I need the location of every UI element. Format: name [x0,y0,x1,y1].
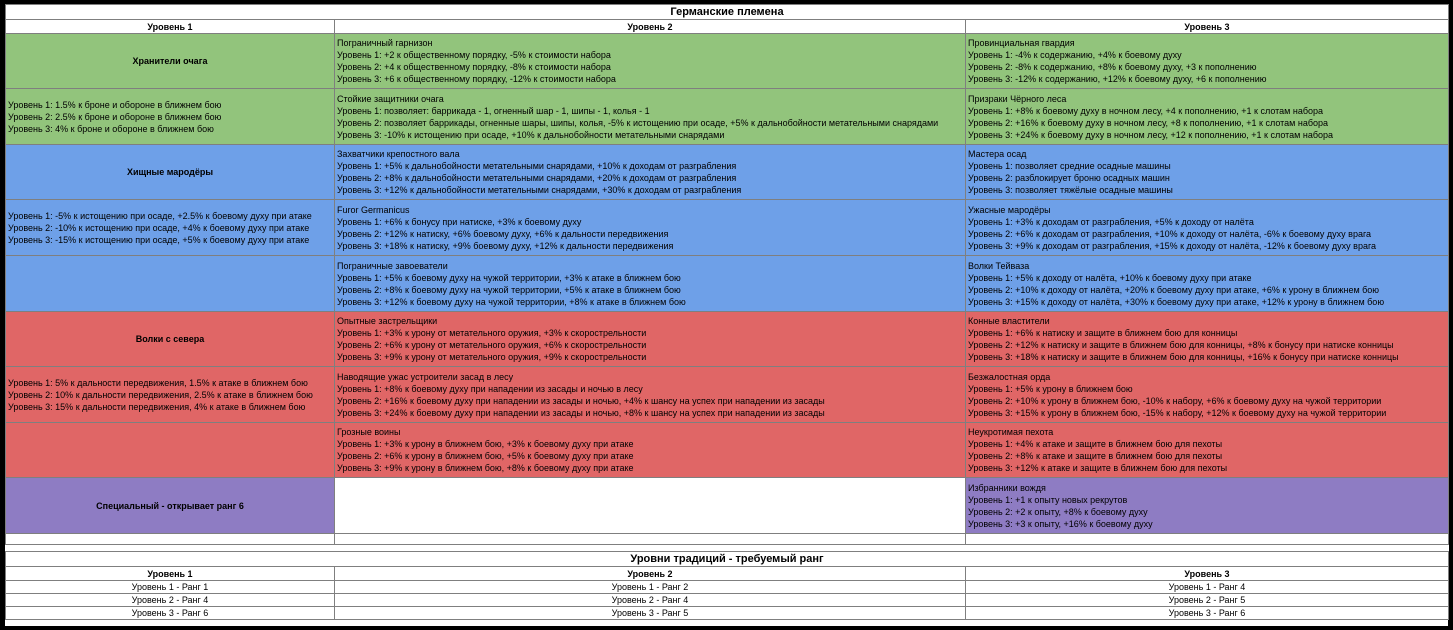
level2-trait-cell [335,34,966,89]
header-level-3: Уровень 3 [966,20,1449,34]
rank-cell: Уровень 2 - Ранг 4 [335,594,966,607]
trait-level-line: Уровень 2: разблокирует броню осадных машин [968,173,1170,183]
trait-level-line: Уровень 2: -8% к содержанию, +8% к боевому духу, +3 к пополнению [968,62,1257,72]
trait-level-line: Уровень 3: +24% к боевому духу в ночном лесу, +12 к пополнению, +1 к слотам набора [968,129,1334,140]
trait-level-line: Уровень 3: -12% к содержанию, +12% к боевому духу, +6 к пополнению [968,74,1267,84]
trait-name: Ужасные мародёры [968,204,1051,215]
separator [6,545,1449,552]
trait-level-line: Уровень 3: +15% к урону в ближнем бою, -15% к набору, +12% к боевому духу на чужой территории [968,407,1387,418]
level2-trait-cell [335,312,966,367]
trait-level-line: Уровень 1: +1 к опыту новых рекрутов [968,494,1128,505]
trait-name: Стойкие защитники очага [337,93,444,104]
level3-trait-cell [966,89,1449,145]
trait-level-line: Уровень 1: +2 к общественному порядку, -5% к стоимости набора [337,50,611,60]
rank-cell: Уровень 1 - Ранг 4 [966,581,1449,594]
trait-level-line: Уровень 2: +4 к общественному порядку, -8% к стоимости набора [337,62,611,72]
level3-trait-cell [966,312,1449,367]
blank-row [6,534,1449,545]
trait-level-line: Уровень 1: позволяет: баррикада - 1, огненный шар - 1, шипы - 1, колья - 1 [337,105,650,116]
trait-level-line: Уровень 2: +2 к опыту, +8% к боевому духу [968,506,1148,517]
trait-level-line: Уровень 3: +12% к боевому духу на чужой территории, +8% к атаке в ближнем бою [337,296,686,307]
rank-row [6,594,1449,607]
level3-trait-cell [966,34,1449,89]
level2-trait-cell [335,423,966,478]
trait-level-line: Уровень 1: +3% к доходам от разграбления, +5% к доходу от налёта [968,216,1254,227]
trait-name: Опытные застрельщики [337,316,438,326]
rank-cell: Уровень 2 - Ранг 4 [6,594,335,607]
tradition-row [6,478,1449,534]
title-row [6,5,1449,20]
rank-cell: Уровень 3 - Ранг 6 [966,607,1449,620]
trait-level-line: Уровень 1: +5% к урону в ближнем бою [968,383,1133,394]
trait-name: Грозные воины [337,427,401,437]
level3-trait-cell [966,145,1449,200]
level3-trait-cell [966,256,1449,312]
tradition-row [6,423,1449,478]
sheet-title: Германские племена [6,5,1449,20]
bonus-line: Уровень 3: -15% к истощению при осаде, +5% к боевому духу при атаке [8,234,310,245]
trait-level-line: Уровень 1: +8% к боевому духу при нападении из засады и ночью в лесу [337,383,643,394]
empty-cell [966,534,1449,545]
tradition-row [6,312,1449,367]
level3-trait-cell [966,478,1449,534]
ranks-title-row [6,552,1449,567]
trait-level-line: Уровень 2: +12% к натиску, +6% боевому духу, +6% к дальности передвижения [337,228,669,239]
trait-level-line: Уровень 1: +5% к дальнобойности метательными снарядами, +10% к доходам от разграбления [337,161,737,171]
trait-name: Furor Germanicus [337,204,410,215]
level2-trait-cell [335,256,966,312]
header-row [6,20,1449,34]
trait-level-line: Уровень 1: позволяет средние осадные машины [968,161,1171,171]
trait-name: Призраки Чёрного леса [968,93,1067,104]
level3-trait-cell [966,423,1449,478]
trait-level-line: Уровень 3: +9% к урону в ближнем бою, +8% к боевому духу при атаке [337,463,634,473]
header-level-1: Уровень 1 [6,20,335,34]
tradition-row [6,256,1449,312]
ranks-header-2: Уровень 2 [335,567,966,581]
trait-name: Захватчики крепостного вала [337,149,460,159]
ranks-header-row [6,567,1449,581]
separator-row [6,545,1449,552]
trait-level-line: Уровень 3: позволяет тяжёлые осадные машины [968,185,1173,195]
level2-trait-cell [335,478,966,534]
trait-level-line: Уровень 2: +16% к боевому духу в ночном лесу, +8 к пополнению, +1 к слотам набора [968,117,1328,128]
trait-name: Провинциальная гвардия [968,38,1075,48]
tradition-name: Специальный - открывает ранг 6 [6,478,335,534]
trait-level-line: Уровень 3: +3 к опыту, +16% к боевому духу [968,518,1153,529]
tradition-row [6,367,1449,423]
trait-level-line: Уровень 3: +15% к доходу от налёта, +30% к боевому духу при атаке, +12% к урону в ближнем бою [968,296,1385,307]
bonus-line: Уровень 2: 10% к дальности передвижения, 2.5% к атаке в ближнем бою [8,389,313,400]
trait-name: Волки Тейваза [968,260,1030,271]
trait-level-line: Уровень 2: +10% к доходу от налёта, +20% к боевому духу при атаке, +6% к урону в ближнем бою [968,284,1380,295]
tradition-row [6,200,1449,256]
bonus-line: Уровень 3: 4% к броне и обороне в ближнем бою [8,123,214,134]
level2-trait-cell [335,367,966,423]
trait-level-line: Уровень 2: +8% к атаке и защите в ближнем бою для пехоты [968,451,1223,461]
trait-name: Пограничный гарнизон [337,38,433,48]
trait-level-line: Уровень 3: +18% к натиску, +9% боевому духу, +12% к дальности передвижения [337,240,674,251]
tradition-level1-bonus [6,367,335,423]
ranks-header-1: Уровень 1 [6,567,335,581]
trait-name: Мастера осад [968,149,1027,159]
trait-level-line: Уровень 1: +5% к боевому духу на чужой территории, +3% к атаке в ближнем бою [337,272,681,283]
trait-level-line: Уровень 3: +24% к боевому духу при нападении из засады и ночью, +8% к шансу на успех при нападении из засады [337,407,825,418]
rank-cell: Уровень 2 - Ранг 5 [966,594,1449,607]
trait-name: Избранники вождя [968,482,1046,493]
level2-trait-cell [335,145,966,200]
bonus-line: Уровень 3: 15% к дальности передвижения, 4% к атаке в ближнем бою [8,401,306,412]
trait-level-line: Уровень 1: +6% к бонусу при натиске, +3% к боевому духу [337,216,582,227]
trait-name: Наводящие ужас устроители засад в лесу [337,371,514,382]
trait-level-line: Уровень 2: +6% к доходам от разграбления, +10% к доходу от налёта, -6% к боевому духу врага [968,228,1372,239]
rank-cell: Уровень 3 - Ранг 6 [6,607,335,620]
rank-row [6,581,1449,594]
trait-level-line: Уровень 3: +9% к доходам от разграбления, +15% к доходу от налёта, -12% к боевому духу врага [968,240,1377,251]
tradition-name: Волки с севера [6,312,335,367]
trait-level-line: Уровень 2: +12% к натиску и защите в ближнем бою для конницы, +8% к бонусу при натиске конницы [968,340,1394,350]
level3-trait-cell [966,367,1449,423]
empty-cell [335,534,966,545]
bonus-line: Уровень 2: 2.5% к броне и обороне в ближнем бою [8,111,222,122]
trait-level-line: Уровень 1: +8% к боевому духу в ночном лесу, +4 к пополнению, +1 к слотам набора [968,105,1323,116]
trait-level-line: Уровень 1: +3% к урону от метательного оружия, +3% к скорострельности [337,328,647,338]
trait-level-line: Уровень 2: +8% к дальнобойности метательными снарядами, +20% к доходам от разграбления [337,173,737,183]
empty-cell [6,256,335,312]
trait-level-line: Уровень 2: +6% к урону в ближнем бою, +5% к боевому духу при атаке [337,451,634,461]
tradition-name: Хранители очага [6,34,335,89]
trait-level-line: Уровень 2: +10% к урону в ближнем бою, -10% к набору, +6% к боевому духу на чужой территории [968,395,1382,406]
rank-row [6,607,1449,620]
tradition-row [6,145,1449,200]
level2-trait-cell [335,200,966,256]
rank-cell: Уровень 1 - Ранг 1 [6,581,335,594]
trait-level-line: Уровень 1: +5% к доходу от налёта, +10% к боевому духу при атаке [968,272,1252,283]
ranks-title: Уровни традиций - требуемый ранг [6,552,1449,567]
bonus-line: Уровень 1: 1.5% к броне и обороне в ближнем бою [8,99,222,110]
trait-level-line: Уровень 1: +6% к натиску и защите в ближнем бою для конницы [968,328,1238,338]
trait-name: Безжалостная орда [968,371,1051,382]
level3-trait-cell [966,200,1449,256]
trait-level-line: Уровень 1: +3% к урону в ближнем бою, +3% к боевому духу при атаке [337,439,634,449]
empty-cell [6,534,335,545]
tradition-level1-bonus [6,200,335,256]
trait-level-line: Уровень 2: +6% к урону от метательного оружия, +6% к скорострельности [337,340,647,350]
trait-level-line: Уровень 3: +12% к атаке и защите в ближнем бою для пехоты [968,463,1228,473]
trait-name: Конные властители [968,316,1050,326]
tradition-name: Хищные мародёры [6,145,335,200]
traditions-table [5,4,1449,620]
rank-cell: Уровень 3 - Ранг 5 [335,607,966,620]
empty-cell [6,423,335,478]
trait-level-line: Уровень 3: +18% к натиску и защите в ближнем бою для конницы, +16% к бонусу при натиске конницы [968,352,1399,362]
bonus-line: Уровень 1: -5% к истощению при осаде, +2.5% к боевому духу при атаке [8,210,312,221]
trait-level-line: Уровень 2: +8% к боевому духу на чужой территории, +5% к атаке в ближнем бою [337,284,681,295]
tradition-row [6,89,1449,145]
trait-level-line: Уровень 2: позволяет баррикады, огненные шары, шипы, колья, -5% к истощению при осаде, +5% к дальнобойности метательными снарядами [337,117,939,128]
level2-trait-cell [335,89,966,145]
bonus-line: Уровень 1: 5% к дальности передвижения, 1.5% к атаке в ближнем бою [8,377,308,388]
trait-level-line: Уровень 3: -10% к истощению при осаде, +10% к дальнобойности метательными снарядами [337,129,725,140]
trait-level-line: Уровень 3: +12% к дальнобойности метательными снарядами, +30% к доходам от разграбления [337,185,742,195]
tradition-level1-bonus [6,89,335,145]
trait-name: Неукротимая пехота [968,427,1054,437]
trait-level-line: Уровень 2: +16% к боевому духу при нападении из засады и ночью, +4% к шансу на успех при нападении из засады [337,395,825,406]
trait-level-line: Уровень 3: +9% к урону от метательного оружия, +9% к скорострельности [337,352,647,362]
header-level-2: Уровень 2 [335,20,966,34]
trait-name: Пограничные завоеватели [337,260,448,271]
ranks-header-3: Уровень 3 [966,567,1449,581]
rank-cell: Уровень 1 - Ранг 2 [335,581,966,594]
bonus-line: Уровень 2: -10% к истощению при осаде, +4% к боевому духу при атаке [8,222,310,233]
tradition-row [6,34,1449,89]
trait-level-line: Уровень 1: -4% к содержанию, +4% к боевому духу [968,50,1182,60]
trait-level-line: Уровень 1: +4% к атаке и защите в ближнем бою для пехоты [968,439,1223,449]
trait-level-line: Уровень 3: +6 к общественному порядку, -12% к стоимости набора [337,74,616,84]
spreadsheet-frame [5,4,1448,626]
